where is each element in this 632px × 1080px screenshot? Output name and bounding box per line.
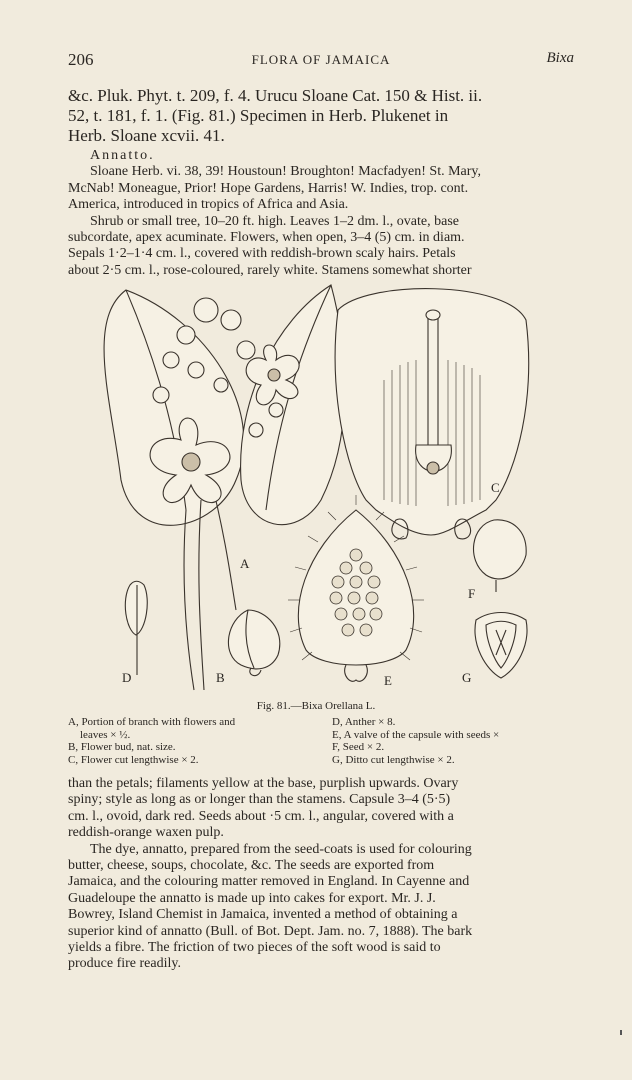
legend-item: B, Flower bud, nat. size. <box>68 741 176 753</box>
svg-text:E: E <box>384 673 392 688</box>
running-header <box>68 50 574 72</box>
legend-column-left <box>68 716 318 766</box>
text-line: America, introduced in tropics of Africa and Asia. <box>68 197 349 213</box>
text-line: Herb. Sloane xcvii. 41. <box>68 126 225 145</box>
text-line: about 2·5 cm. l., rose-coloured, rarely white. Stamens somewhat shorter <box>68 262 472 278</box>
genus-heading: Bixa <box>546 50 574 66</box>
legend-item: leaves × ½. <box>80 728 131 741</box>
continuation-text <box>68 776 576 973</box>
synonymy-paragraph <box>68 86 576 146</box>
figure-f-seed <box>468 520 526 601</box>
figure-caption: Fig. 81.—Bixa Orellana L. <box>256 700 376 712</box>
text-line: McNab! Moneague, Prior! Hope Gardens, Harris! W. Indies, trop. cont. <box>68 180 469 196</box>
legend-item: C, Flower cut lengthwise × 2. <box>68 753 199 766</box>
text-line: Bowrey, Island Chemist in Jamaica, invented a method of obtaining a <box>68 907 458 923</box>
page-number: 206 <box>68 50 94 69</box>
text-line: Guadeloupe the annatto is made up into cakes for export. Mr. J. J. <box>68 890 436 906</box>
text-line: The dye, annatto, prepared from the seed-coats is used for colouring <box>90 841 472 857</box>
botanical-illustration <box>66 280 578 700</box>
svg-text:G: G <box>462 670 472 685</box>
text-line: subcordate, apex acuminate. Flowers, when open, 3–4 (5) cm. in diam. <box>68 230 465 246</box>
legend-item: G, Ditto cut lengthwise × 2. <box>332 753 455 766</box>
text-line: &c. Pluk. Phyt. t. 209, f. 4. Urucu Sloane Cat. 150 & Hist. ii. <box>68 86 483 105</box>
figure-b-flower-bud <box>216 610 280 685</box>
svg-text:A: A <box>240 556 250 571</box>
svg-text:F: F <box>468 586 476 601</box>
text-line: cm. l., ovoid, dark red. Seeds about ·5 cm. l., angular, covered with a <box>68 808 454 824</box>
svg-text:C: C <box>491 480 500 495</box>
text-line: Shrub or small tree, 10–20 ft. high. Leaves 1–2 dm. l., ovate, base <box>90 213 459 229</box>
text-line: spiny; style as long as or longer than the stamens. Capsule 3–4 (5·5) <box>68 792 451 808</box>
legend-item: F, Seed × 2. <box>332 741 385 753</box>
text-line: produce fire readily. <box>68 956 181 972</box>
text-line: superior kind of annatto (Bull. of Bot. Dept. Jam. no. 7, 1888). The bark <box>68 923 473 939</box>
text-line: butter, cheese, soups, chocolate, &c. The seeds are exported from <box>68 858 435 874</box>
text-line: Sloane Herb. vi. 38, 39! Houstoun! Broughton! Macfadyen! St. Mary, <box>90 164 482 180</box>
figure-d-anther <box>122 581 147 685</box>
text-line: Jamaica, and the colouring matter removed in England. In Cayenne and <box>68 874 470 890</box>
common-name: Annatto. <box>90 148 155 163</box>
text-line: yields a fibre. The friction of two pieces of the soft wood is said to <box>68 940 441 956</box>
illustration-svg <box>66 280 578 700</box>
figure-c-flower-section <box>335 289 529 539</box>
svg-text:D: D <box>122 670 132 685</box>
legend-item: E, A valve of the capsule with seeds × <box>332 728 500 741</box>
page-mark <box>620 1030 622 1035</box>
legend-item: A, Portion of branch with flowers and <box>68 716 236 728</box>
running-title: FLORA OF JAMAICA <box>251 52 391 67</box>
svg-text:B: B <box>216 670 225 685</box>
legend-item: D, Anther × 8. <box>332 716 396 728</box>
text-line: than the petals; filaments yellow at the base, purplish upwards. Ovary <box>68 776 459 791</box>
legend-column-right <box>332 716 582 766</box>
text-line: Sepals 1·2–1·4 cm. l., covered with reddish-brown scaly hairs. Petals <box>68 246 456 262</box>
species-description <box>68 148 576 279</box>
text-line: reddish-orange waxen pulp. <box>68 825 224 841</box>
figure-g-seed-section <box>462 613 527 686</box>
text-line: 52, t. 181, f. 1. (Fig. 81.) Specimen in Herb. Plukenet in <box>68 106 449 125</box>
